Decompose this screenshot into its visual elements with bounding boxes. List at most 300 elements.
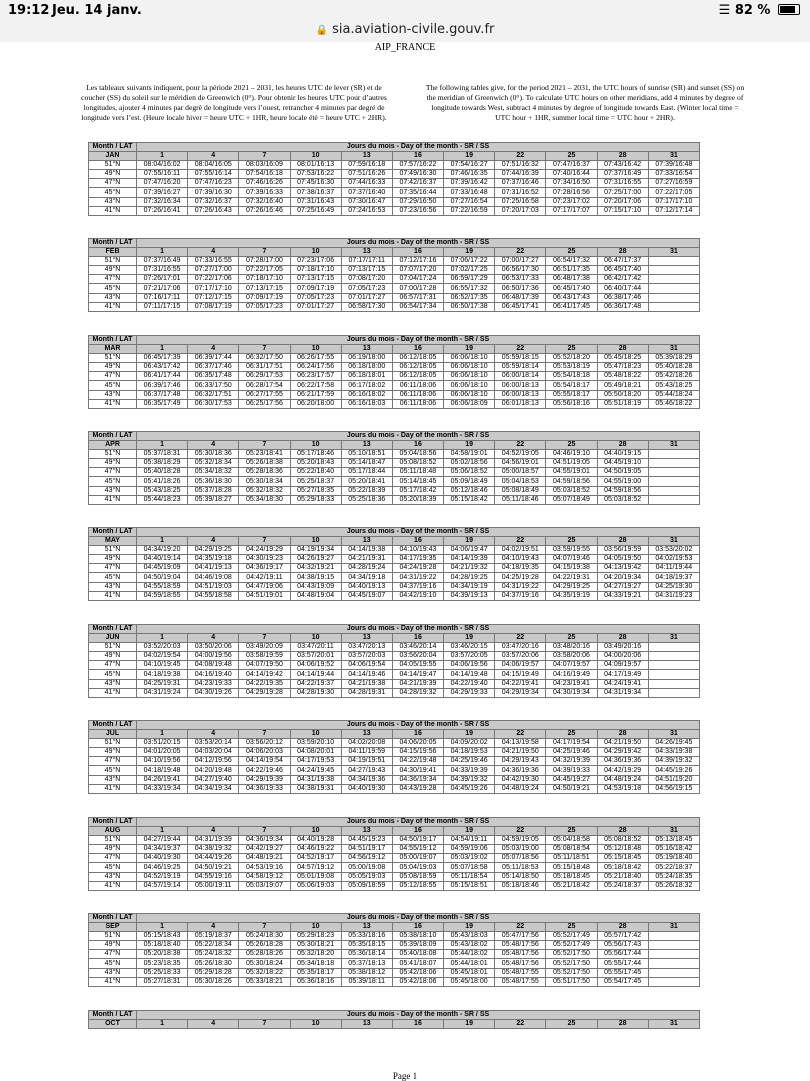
time-cell: 05:10/18:51 (341, 450, 392, 459)
day-header: 7 (239, 1020, 290, 1029)
day-header: 31 (648, 923, 699, 932)
time-cell: 07:59/16:18 (341, 161, 392, 170)
time-cell: 05:06/18:52 (444, 468, 495, 477)
time-cell: 04:16/19:49 (546, 670, 597, 679)
time-cell: 04:22/19:31 (546, 573, 597, 582)
day-header: 10 (290, 537, 341, 546)
time-cell: 06:45/17:40 (546, 284, 597, 293)
time-cell: 04:06/19:57 (495, 661, 546, 670)
time-cell: 06:22/17:58 (290, 381, 341, 390)
table-row (89, 161, 700, 170)
time-cell: 06:39/17:46 (137, 381, 188, 390)
day-header: 4 (188, 923, 239, 932)
day-header: 19 (444, 152, 495, 161)
time-cell: 06:40/17:44 (597, 284, 648, 293)
time-cell: 06:58/17:30 (341, 302, 392, 311)
day-header: 7 (239, 634, 290, 643)
time-cell: 07:26/16:41 (137, 206, 188, 215)
time-cell: 06:43/17:42 (137, 363, 188, 372)
latitude-label: 47°N (89, 179, 137, 188)
time-cell: 04:07/19:57 (546, 661, 597, 670)
time-cell: 04:50/19:21 (546, 784, 597, 793)
time-cell: 06:27/17:55 (239, 390, 290, 399)
time-cell: 07:51/16:26 (341, 170, 392, 179)
time-cell: 05:15/18:51 (444, 881, 495, 890)
time-cell: 07:23/17:02 (546, 197, 597, 206)
month-name: JAN (89, 152, 137, 161)
time-cell (648, 266, 699, 275)
day-header: 19 (444, 248, 495, 257)
time-cell: 04:05/19:55 (392, 661, 443, 670)
time-cell: 07:32/16:34 (137, 197, 188, 206)
day-header: 13 (341, 730, 392, 739)
day-header: 13 (341, 345, 392, 354)
corner-label: Month / LAT (89, 432, 137, 441)
time-cell: 07:35/16:44 (392, 188, 443, 197)
time-cell: 07:31/16:55 (597, 179, 648, 188)
month-name: AUG (89, 827, 137, 836)
time-cell: 05:18/18:46 (495, 881, 546, 890)
time-cell: 05:09/18:59 (341, 881, 392, 890)
latitude-label: 49°N (89, 170, 137, 179)
time-cell: 04:50/19:17 (392, 836, 443, 845)
time-cell: 07:54/16:18 (239, 170, 290, 179)
table-row (89, 564, 700, 573)
time-cell: 07:12/17:16 (392, 257, 443, 266)
time-cell: 04:52/19:05 (495, 450, 546, 459)
month-name: JUL (89, 730, 137, 739)
time-cell: 04:15/19:38 (546, 564, 597, 573)
day-header: 13 (341, 441, 392, 450)
month-table-feb (88, 238, 700, 312)
time-cell: 05:11/18:54 (444, 872, 495, 881)
time-cell: 04:37/19:16 (495, 591, 546, 600)
time-cell (648, 257, 699, 266)
time-cell: 04:15/19:49 (495, 670, 546, 679)
time-cell: 07:37/16:49 (597, 170, 648, 179)
day-header: 22 (495, 537, 546, 546)
day-header: 1 (137, 441, 188, 450)
time-cell: 06:50/17:38 (444, 302, 495, 311)
day-header: 25 (546, 345, 597, 354)
table-row (89, 468, 700, 477)
time-cell: 06:16/18:02 (341, 390, 392, 399)
time-cell: 06:41/17:45 (546, 302, 597, 311)
time-cell: 06:19/18:00 (341, 354, 392, 363)
time-cell: 06:11/18:06 (392, 381, 443, 390)
time-cell: 05:25/18:33 (137, 968, 188, 977)
time-cell: 04:02/20:08 (341, 739, 392, 748)
time-cell: 05:32/18:22 (239, 968, 290, 977)
time-cell: 04:29/19:33 (444, 688, 495, 697)
table-row (89, 284, 700, 293)
corner-label: Month / LAT (89, 143, 137, 152)
time-cell: 06:54/17:34 (392, 302, 443, 311)
time-cell: 04:22/19:46 (239, 766, 290, 775)
time-cell: 03:56/19:59 (597, 546, 648, 555)
time-cell: 04:23/19:33 (188, 679, 239, 688)
day-header: 13 (341, 1020, 392, 1029)
time-cell: 05:24/18:35 (648, 872, 699, 881)
time-cell: 05:52/17:50 (546, 950, 597, 959)
time-cell: 04:39/19:33 (546, 766, 597, 775)
address-bar[interactable] (0, 22, 810, 42)
time-cell: 06:06/18:10 (444, 390, 495, 399)
latitude-label: 41°N (89, 495, 137, 504)
time-cell: 05:49/18:21 (597, 381, 648, 390)
time-cell: 04:28/19:32 (392, 688, 443, 697)
table-row (89, 293, 700, 302)
latitude-label: 47°N (89, 661, 137, 670)
time-cell: 04:38/19:32 (188, 845, 239, 854)
time-cell: 04:46/19:08 (188, 573, 239, 582)
time-cell: 05:47/18:23 (597, 363, 648, 372)
latitude-label: 43°N (89, 679, 137, 688)
day-header: 1 (137, 152, 188, 161)
time-cell: 05:56/17:44 (597, 950, 648, 959)
time-cell: 04:32/19:21 (290, 564, 341, 573)
time-cell: 05:20/18:39 (392, 495, 443, 504)
time-cell: 04:14/19:44 (290, 670, 341, 679)
time-cell: 03:57/20:06 (495, 652, 546, 661)
time-cell: 04:18/19:48 (137, 766, 188, 775)
time-cell: 05:55/18:17 (546, 390, 597, 399)
time-cell: 07:29/16:50 (392, 197, 443, 206)
time-cell: 04:53/19:18 (597, 784, 648, 793)
time-cell: 04:42/19:10 (392, 591, 443, 600)
time-cell: 06:29/17:53 (239, 372, 290, 381)
day-header: 13 (341, 152, 392, 161)
day-header: 31 (648, 248, 699, 257)
time-cell: 05:34/18:32 (188, 468, 239, 477)
time-cell: 04:24/19:28 (392, 564, 443, 573)
time-cell: 04:33/19:39 (444, 766, 495, 775)
time-cell: 07:23/16:56 (392, 206, 443, 215)
time-cell: 07:18/17:10 (239, 275, 290, 284)
table-row (89, 591, 700, 600)
time-cell: 06:54/17:32 (546, 257, 597, 266)
time-cell: 03:47/20:13 (341, 643, 392, 652)
latitude-label: 47°N (89, 950, 137, 959)
time-cell: 06:11/18:06 (392, 399, 443, 408)
latitude-label: 47°N (89, 854, 137, 863)
time-cell: 05:33/18:16 (341, 932, 392, 941)
day-header: 1 (137, 1020, 188, 1029)
table-row (89, 459, 700, 468)
time-cell (648, 679, 699, 688)
time-cell: 04:43/19:28 (392, 784, 443, 793)
table-row (89, 932, 700, 941)
time-cell: 05:36/18:14 (341, 950, 392, 959)
time-cell: 07:11/17:15 (137, 302, 188, 311)
corner-label: Month / LAT (89, 336, 137, 345)
table-title: Jours du mois - Day of the month - SR / SS (137, 528, 700, 537)
time-cell: 07:17/17:10 (648, 197, 699, 206)
time-cell: 06:45/17:40 (597, 266, 648, 275)
time-cell: 07:32/16:40 (239, 197, 290, 206)
time-cell: 04:29/19:43 (495, 757, 546, 766)
time-cell: 07:18/17:10 (290, 266, 341, 275)
time-cell: 04:11/19:59 (341, 748, 392, 757)
time-cell: 04:46/19:25 (137, 863, 188, 872)
time-cell: 05:52/18:20 (546, 354, 597, 363)
time-cell: 07:33/16:48 (444, 188, 495, 197)
time-cell (648, 652, 699, 661)
time-cell: 07:55/16:14 (188, 170, 239, 179)
time-cell: 04:17/19:53 (290, 757, 341, 766)
day-header: 31 (648, 634, 699, 643)
time-cell: 06:33/17:50 (188, 381, 239, 390)
time-cell: 05:35/18:17 (290, 968, 341, 977)
corner-label: Month / LAT (89, 914, 137, 923)
time-cell: 07:57/16:22 (392, 161, 443, 170)
day-header: 22 (495, 923, 546, 932)
day-header: 28 (597, 152, 648, 161)
time-cell: 06:53/17:33 (495, 275, 546, 284)
time-cell: 06:12/18:05 (392, 363, 443, 372)
time-cell: 04:25/19:31 (137, 679, 188, 688)
time-cell: 04:36/19:36 (597, 757, 648, 766)
time-cell: 07:05/17:23 (239, 302, 290, 311)
time-cell: 05:11/18:53 (495, 863, 546, 872)
time-cell: 07:44/16:33 (341, 179, 392, 188)
table-row (89, 679, 700, 688)
time-cell: 04:17/19:49 (597, 670, 648, 679)
time-cell: 07:25/16:58 (495, 197, 546, 206)
time-cell: 06:26/17:55 (290, 354, 341, 363)
time-cell (648, 302, 699, 311)
table-row (89, 872, 700, 881)
time-cell: 07:40/16:44 (546, 170, 597, 179)
day-header: 25 (546, 923, 597, 932)
table-row (89, 275, 700, 284)
time-cell: 07:17/17:11 (341, 257, 392, 266)
time-cell: 05:26/18:28 (239, 941, 290, 950)
latitude-label: 45°N (89, 863, 137, 872)
time-cell: 05:18/18:45 (546, 872, 597, 881)
time-cell: 04:52/19:19 (137, 872, 188, 881)
corner-label: Month / LAT (89, 528, 137, 537)
day-header: 4 (188, 1020, 239, 1029)
time-cell: 05:43/18:25 (137, 486, 188, 495)
time-cell: 07:34/16:50 (546, 179, 597, 188)
time-cell: 04:14/19:42 (239, 670, 290, 679)
time-cell: 06:52/17:35 (444, 293, 495, 302)
time-cell: 04:34/19:34 (188, 784, 239, 793)
time-cell: 05:03/18:52 (597, 495, 648, 504)
time-cell: 05:34/18:18 (290, 959, 341, 968)
time-cell: 03:58/19:59 (239, 652, 290, 661)
table-row (89, 197, 700, 206)
time-cell: 04:46/19:22 (290, 845, 341, 854)
time-cell: 07:21/17:06 (137, 284, 188, 293)
time-cell: 05:32/18:20 (290, 950, 341, 959)
day-header: 7 (239, 152, 290, 161)
latitude-label: 49°N (89, 652, 137, 661)
time-cell: 04:18/19:38 (137, 670, 188, 679)
time-cell: 06:37/17:46 (188, 363, 239, 372)
day-header: 16 (392, 923, 443, 932)
time-cell: 04:42/19:29 (597, 766, 648, 775)
time-cell: 05:44/18:23 (137, 495, 188, 504)
time-cell: 07:45/16:30 (290, 179, 341, 188)
time-cell: 04:55/19:01 (546, 468, 597, 477)
time-cell: 05:38/18:10 (392, 932, 443, 941)
time-cell (648, 486, 699, 495)
table-row (89, 582, 700, 591)
time-cell: 06:06/18:10 (444, 372, 495, 381)
time-cell: 05:36/18:30 (188, 477, 239, 486)
time-cell: 06:00/18:13 (495, 381, 546, 390)
day-header: 19 (444, 730, 495, 739)
table-row (89, 863, 700, 872)
table-row (89, 661, 700, 670)
time-cell: 07:43/16:42 (597, 161, 648, 170)
time-cell: 04:21/19:50 (597, 739, 648, 748)
table-title: Jours du mois - Day of the month - SR / SS (137, 432, 700, 441)
time-cell: 04:28/19:25 (444, 573, 495, 582)
time-cell: 07:38/16:37 (290, 188, 341, 197)
time-cell: 06:30/17:53 (188, 399, 239, 408)
day-header: 19 (444, 537, 495, 546)
day-header: 1 (137, 923, 188, 932)
day-header: 16 (392, 537, 443, 546)
time-cell: 07:47/16:23 (188, 179, 239, 188)
time-cell: 05:39/18:27 (188, 495, 239, 504)
time-cell: 05:48/17:56 (495, 959, 546, 968)
time-cell: 07:26/16:43 (188, 206, 239, 215)
day-header: 10 (290, 923, 341, 932)
table-row (89, 450, 700, 459)
time-cell: 04:39/19:32 (444, 775, 495, 784)
time-cell: 04:09/19:57 (597, 661, 648, 670)
day-header: 31 (648, 827, 699, 836)
time-cell: 07:01/17:27 (341, 293, 392, 302)
time-cell: 04:07/19:50 (239, 661, 290, 670)
time-cell (648, 968, 699, 977)
day-header: 22 (495, 730, 546, 739)
day-header: 28 (597, 537, 648, 546)
latitude-label: 45°N (89, 766, 137, 775)
time-cell: 04:37/19:16 (392, 582, 443, 591)
table-row (89, 854, 700, 863)
time-cell: 07:15/17:10 (597, 206, 648, 215)
time-cell: 04:35/19:18 (188, 555, 239, 564)
time-cell: 07:33/16:54 (648, 170, 699, 179)
time-cell: 04:17/19:54 (546, 739, 597, 748)
time-cell: 07:22/17:05 (648, 188, 699, 197)
day-header: 10 (290, 634, 341, 643)
table-row (89, 399, 700, 408)
time-cell: 05:15/18:43 (137, 932, 188, 941)
corner-label: Month / LAT (89, 239, 137, 248)
time-cell: 04:02/19:54 (137, 652, 188, 661)
time-cell: 05:33/18:21 (239, 977, 290, 986)
time-cell: 04:36/19:17 (239, 564, 290, 573)
table-row (89, 354, 700, 363)
time-cell: 05:59/18:14 (495, 363, 546, 372)
time-cell: 05:30/18:24 (239, 959, 290, 968)
day-header: 13 (341, 923, 392, 932)
day-header: 19 (444, 827, 495, 836)
time-cell: 05:17/18:42 (392, 486, 443, 495)
time-cell: 04:52/19:17 (290, 854, 341, 863)
time-cell: 05:53/18:19 (546, 363, 597, 372)
time-cell: 04:33/19:38 (648, 748, 699, 757)
day-header: 25 (546, 827, 597, 836)
time-cell: 07:07/17:20 (392, 266, 443, 275)
time-cell: 04:05/19:50 (597, 555, 648, 564)
table-row (89, 688, 700, 697)
table-row (89, 390, 700, 399)
time-cell: 04:29/19:25 (188, 546, 239, 555)
time-cell: 06:17/18:02 (341, 381, 392, 390)
time-cell: 03:49/20:16 (597, 643, 648, 652)
time-cell: 04:01/20:05 (137, 748, 188, 757)
time-cell: 04:11/19:44 (648, 564, 699, 573)
day-header: 7 (239, 441, 290, 450)
day-header: 7 (239, 827, 290, 836)
corner-label: Month / LAT (89, 625, 137, 634)
time-cell: 04:19/19:34 (290, 546, 341, 555)
time-cell: 06:06/18:10 (444, 381, 495, 390)
time-cell: 04:55/18:59 (137, 582, 188, 591)
time-cell: 05:24/18:30 (239, 932, 290, 941)
time-cell: 04:56/19:12 (341, 854, 392, 863)
time-cell: 05:25/18:37 (290, 477, 341, 486)
time-cell: 05:26/18:38 (239, 459, 290, 468)
time-cell: 07:02/17:25 (444, 266, 495, 275)
time-cell: 04:55/19:12 (392, 845, 443, 854)
table-row (89, 775, 700, 784)
time-cell: 05:51/17:50 (546, 977, 597, 986)
latitude-label: 43°N (89, 293, 137, 302)
time-cell: 07:12/17:15 (188, 293, 239, 302)
time-cell: 04:42/19:27 (239, 845, 290, 854)
table-row (89, 555, 700, 564)
time-cell: 06:45/17:39 (137, 354, 188, 363)
day-header: 16 (392, 827, 443, 836)
day-header: 31 (648, 537, 699, 546)
latitude-label: 47°N (89, 564, 137, 573)
time-cell: 04:33/19:21 (597, 591, 648, 600)
table-row (89, 836, 700, 845)
time-cell: 07:17/17:07 (546, 206, 597, 215)
time-cell: 04:22/19:35 (239, 679, 290, 688)
time-cell: 04:10/19:56 (137, 757, 188, 766)
time-cell: 05:47/17:56 (495, 932, 546, 941)
corner-label: Month / LAT (89, 818, 137, 827)
corner-label: Month / LAT (89, 721, 137, 730)
time-cell: 04:45/19:23 (341, 836, 392, 845)
time-cell: 04:09/20:02 (444, 739, 495, 748)
table-row (89, 968, 700, 977)
time-cell: 04:21/19:38 (341, 679, 392, 688)
time-cell: 04:50/19:21 (188, 863, 239, 872)
time-cell: 05:08/18:54 (546, 845, 597, 854)
table-row (89, 766, 700, 775)
day-header: 28 (597, 923, 648, 932)
time-cell: 05:20/18:41 (341, 477, 392, 486)
time-cell: 05:52/17:49 (546, 932, 597, 941)
time-cell: 04:14/19:46 (341, 670, 392, 679)
month-table-mar (88, 335, 700, 409)
table-row (89, 652, 700, 661)
time-cell: 05:38/18:29 (137, 459, 188, 468)
time-cell: 07:25/17:00 (597, 188, 648, 197)
table-row (89, 206, 700, 215)
time-cell: 04:26/19:27 (290, 555, 341, 564)
